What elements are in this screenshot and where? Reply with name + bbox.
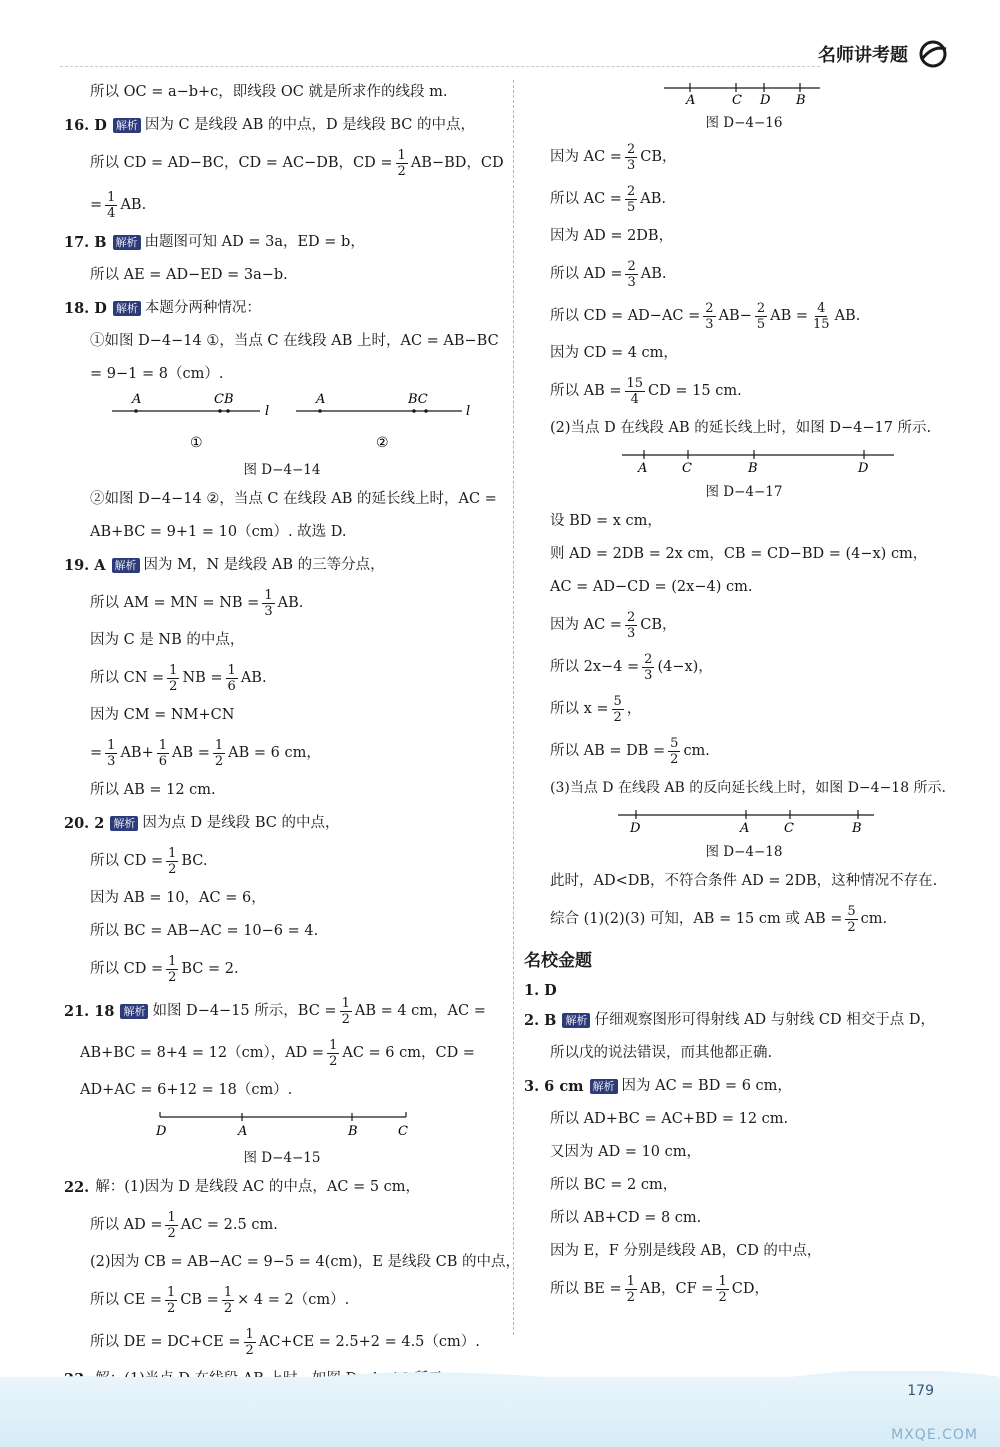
point-label: A [316,392,326,407]
point-label: A [238,1124,248,1139]
figure-caption: 图 D−4−18 [705,844,783,860]
point-label: B [796,93,806,106]
question-number: 18. D [64,300,107,317]
text-line: 所以戊的说法错误，而其他都正确. [550,1045,773,1061]
header-title: 名师讲考题 [818,45,908,66]
question-number: 20. 2 [64,815,105,832]
line-diagram [524,445,964,475]
text-line: 因为 AD = 2DB， [550,228,674,244]
question-number: 16. D [64,117,107,134]
answer-2: 2. B 解析 仔细观察图形可得射线 AD 与射线 CD 相交于点 D， [524,1004,964,1037]
footer-band [0,1377,1000,1447]
text-line: 所以 AC = $\frac{2}{5}$ AB. [550,183,666,215]
answer-19: 19. A 解析 因为 M，N 是线段 AB 的三等分点， [64,549,500,582]
figure-caption: 图 D−4−14 [243,462,321,478]
fraction: $\frac{1}{4}$ [107,189,116,221]
fraction: $\frac{1}{6}$ [158,737,167,769]
point-label: D [858,461,869,475]
answer-1 [524,978,964,1004]
text-line: 此时，AD<DB，不符合条件 AD = 2DB，这种情况不存在. [550,873,938,889]
text-line: (3)当点 D 在线段 AB 的反向延长线上时，如图 D−4−18 所示. [550,780,947,796]
fraction: $\frac{2}{3}$ [705,300,714,332]
question-number: 2. B [524,1012,557,1029]
fraction: $\frac{1}{2}$ [169,662,178,694]
fraction: $\frac{1}{2}$ [214,737,224,769]
line-label: l [466,404,471,419]
text-line: 所以 OC = a−b+c，即线段 OC 就是所求作的线段 m. [90,84,448,100]
text-line: 因为 AC = $\frac{2}{3}$ CB， [550,141,677,173]
analysis-tag: 解析 [590,1079,618,1094]
fraction: $\frac{2}{5}$ [756,300,766,332]
text-line: 因为 C 是 NB 的中点， [90,632,245,648]
header [818,36,950,72]
analysis-tag: 解析 [120,1004,148,1019]
answer-3: 3. 6 cm 解析 因为 AC = BD = 6 cm， [524,1070,964,1103]
text-line: ②如图 D−4−14 ②，当点 C 在线段 AB 的延长线上时，AC = [90,491,497,507]
text-line: 所以 BC = 2 cm， [550,1177,678,1193]
text-line: 则 AD = 2DB = 2x cm，CB = CD−BD = (4−x) cm， [550,546,928,562]
text-line: ①如图 D−4−14 ①，当点 C 在线段 AB 上时，AC = AB−BC [90,333,499,349]
fraction: $\frac{1}{2}$ [245,1326,254,1358]
answer-22: 22. 解：(1)因为 D 是线段 AC 的中点，AC = 5 cm， [64,1171,500,1204]
text-line: (2)因为 CB = AB−AC = 9−5 = 4(cm)，E 是线段 CB 的中点， [90,1254,521,1270]
text-line: 所以 AD = $\frac{1}{2}$ AC = 2.5 cm. [90,1209,278,1241]
text-line: 所以 CD = $\frac{1}{2}$ BC. [90,845,208,877]
text-line: 所以 x = $\frac{5}{2}$ ， [550,693,642,725]
text-line: 所以 CD = AD−AC = $\frac{2}{3}$ AB− $\frac{2}{5}$ AB = $\frac{4}{15}$ AB. [550,300,861,332]
point-label: BC [408,392,428,407]
fraction: $\frac{15}{4}$ [626,375,644,407]
line-diagram [524,805,964,835]
figure-d-4-17 [524,445,964,505]
analysis-tag: 解析 [113,301,141,316]
question-number: 3. 6 cm [524,1078,584,1095]
question-number: 1. D [524,982,557,999]
point-label: D [630,821,641,835]
point-label: A [132,392,142,407]
line-diagram [64,1107,500,1141]
fraction: $\frac{1}{2}$ [341,995,350,1027]
text-line: AB+BC = 9+1 = 10（cm）. 故选 D. [90,524,347,540]
text-line: 所以 AB = $\frac{15}{4}$ CD = 15 cm. [550,375,742,407]
text-line: 所以 AM = MN = NB = $\frac{1}{3}$ AB. [90,587,304,619]
fraction: $\frac{1}{2}$ [223,1284,233,1316]
text-line: 设 BD = x cm， [550,513,662,529]
page-number: 179 [907,1383,934,1399]
fraction: $\frac{2}{3}$ [626,141,636,173]
text-line: 所以 AB = DB = $\frac{5}{2}$ cm. [550,735,710,767]
answer-18: 18. D 解析 本题分两种情况： [64,292,500,325]
answer-20: 20. 2 解析 因为点 D 是线段 BC 的中点， [64,807,500,840]
text-line: 因为 CM = NM+CN [90,707,235,723]
figure-d-4-16 [524,76,964,136]
figure-d-4-18 [524,805,964,865]
fraction: $\frac{2}{5}$ [626,183,636,215]
point-label: D [760,93,771,106]
fraction: $\frac{1}{2}$ [168,953,177,985]
text-line: 所以 CD = $\frac{1}{2}$ BC = 2. [90,953,239,985]
point-label: B [348,1124,358,1139]
fraction: $\frac{1}{2}$ [168,845,177,877]
text-line: 所以 CE = $\frac{1}{2}$ CB = $\frac{1}{2}$ × 4 = 2（cm）. [90,1284,350,1316]
analysis-tag: 解析 [562,1013,590,1028]
figure-caption: 图 D−4−17 [705,484,783,500]
fraction: $\frac{5}{2}$ [613,693,622,725]
point-label: D [156,1124,167,1139]
sub-figure-label: ① [190,435,203,451]
fraction: $\frac{1}{2}$ [167,1209,176,1241]
fraction: $\frac{1}{3}$ [264,587,273,619]
point-label: C [398,1124,408,1139]
point-label: A [686,93,696,106]
fraction: $\frac{4}{15}$ [813,300,830,332]
analysis-tag: 解析 [110,816,138,831]
text-line: 所以 BE = $\frac{1}{2}$ AB，CF = $\frac{1}{2}$ CD， [550,1273,769,1305]
line-diagram [64,391,500,453]
text-line: 因为 AB = 10，AC = 6， [90,890,266,906]
question-number: 21. 18 [64,1002,115,1020]
analysis-tag: 解析 [112,558,140,573]
text-line: 所以 AB = 12 cm. [90,782,216,798]
text-line: 所以 AE = AD−ED = 3a−b. [90,267,288,283]
text-line: AD+AC = 6+12 = 18（cm）. [80,1082,293,1098]
fraction: $\frac{2}{3}$ [627,258,636,290]
text-line: 所以 CN = $\frac{1}{2}$ NB = $\frac{1}{6}$ AB. [90,662,267,694]
figure-d-4-15 [64,1107,500,1171]
text-line: 所以 DE = DC+CE = $\frac{1}{2}$ AC+CE = 2.5+2 = 4.5（cm）. [90,1326,480,1358]
point-label: A [638,461,648,475]
text-line: = $\frac{1}{4}$ AB. [90,189,147,221]
text-line: 因为 E，F 分别是线段 AB，CD 的中点， [550,1243,822,1259]
point-label: C [784,821,794,835]
line-diagram [524,76,964,106]
text-line: AC = AD−CD = (2x−4) cm. [550,579,753,595]
analysis-tag: 解析 [113,118,141,133]
text-line: = 9−1 = 8（cm）. [90,366,224,382]
question-number: 17. B [64,234,107,251]
text-line: 又因为 AD = 10 cm， [550,1144,702,1160]
column-divider [513,80,514,1335]
fraction: $\frac{1}{6}$ [227,662,236,694]
text-line: (2)当点 D 在线段 AB 的延长线上时，如图 D−4−17 所示. [550,420,932,436]
text-line: 所以 AD+BC = AC+BD = 12 cm. [550,1111,789,1127]
figure-d-4-14 [64,391,500,483]
watermark: MXQE.COM [891,1427,978,1443]
text-line: 因为 CD = 4 cm， [550,345,678,361]
figure-caption: 图 D−4−15 [243,1150,321,1166]
text-line: AB+BC = 8+4 = 12（cm），AD = $\frac{1}{2}$ AC = 6 cm，CD = [80,1037,475,1069]
question-number: 19. A [64,557,106,574]
fraction: $\frac{1}{2}$ [626,1273,635,1305]
fraction: $\frac{1}{2}$ [397,147,406,179]
answer-17: 17. B 解析 由题图可知 AD = 3a，ED = b， [64,226,500,259]
fraction: $\frac{5}{2}$ [670,735,679,767]
point-label: C [682,461,692,475]
text-line: 所以 AD = $\frac{2}{3}$ AB. [550,258,667,290]
text-line: 所以 CD = AD−BC，CD = AC−DB，CD = $\frac{1}{2}$ AB−BD，CD [90,147,504,179]
point-label: A [740,821,750,835]
fraction: $\frac{1}{3}$ [107,737,116,769]
text-line: = $\frac{1}{3}$ AB+ $\frac{1}{6}$ AB = $\frac{1}{2}$ AB = 6 cm， [90,737,321,769]
analysis-tag: 解析 [113,235,141,250]
left-column [64,76,521,1396]
fraction: $\frac{2}{3}$ [626,609,636,641]
text-line: 所以 BC = AB−AC = 10−6 = 4. [90,923,319,939]
fraction: $\frac{1}{2}$ [167,1284,176,1316]
right-column [524,76,964,1310]
text-line: 所以 AB+CD = 8 cm. [550,1210,702,1226]
answer-21: 21. 18 解析 如图 D−4−15 所示，BC = $\frac{1}{2}$ AB = 4 cm，AC = [64,995,486,1027]
text-line: 所以 2x−4 = $\frac{2}{3}$ (4−x)， [550,651,713,683]
point-label: B [852,821,862,835]
sub-figure-label: ② [376,435,389,451]
fraction: $\frac{5}{2}$ [847,903,856,935]
point-label: B [748,461,758,475]
brand-logo-icon [916,39,950,69]
section-title: 名校金题 [524,951,592,971]
fraction: $\frac{2}{3}$ [644,651,653,683]
question-number: 22. [64,1179,90,1196]
header-rule [60,66,820,67]
answer-16: 16. D 解析 因为 C 是线段 AB 的中点，D 是线段 BC 的中点， [64,109,500,142]
fraction: $\frac{1}{2}$ [718,1273,727,1305]
line-label: l [265,404,270,419]
text-line: 综合 (1)(2)(3) 可知，AB = 15 cm 或 AB = $\frac{5}{2}$ cm. [550,903,888,935]
fraction: $\frac{1}{2}$ [329,1037,338,1069]
figure-caption: 图 D−4−16 [705,115,783,131]
point-label: C [732,93,742,106]
point-label: CB [214,392,234,407]
text-line: 因为 AC = $\frac{2}{3}$ CB， [550,609,677,641]
